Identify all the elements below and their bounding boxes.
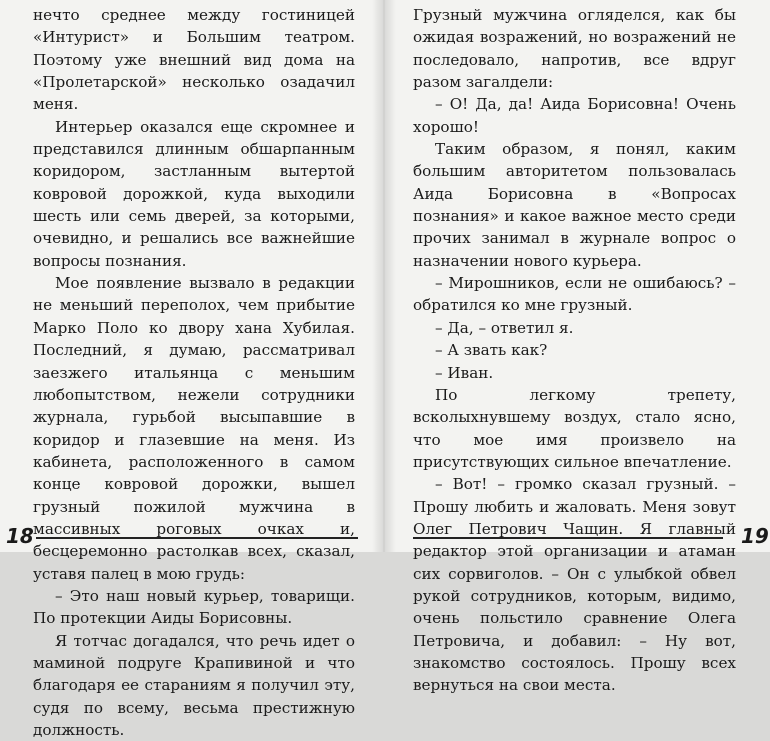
footer-rule bbox=[36, 537, 358, 539]
footer-rule bbox=[413, 537, 723, 539]
paragraph: – Мирошников, если не ошибаюсь? – обратился ко мне грузный. bbox=[413, 274, 736, 315]
paragraph: нечто среднее между гостиницей «Интурист» и Большим театром. Поэтому уже внешний вид дома на «Пролетарской» несколько озадачил меня. bbox=[33, 6, 355, 114]
paragraph: Мое появление вызвало в редакции не меньший переполох, чем прибытие Марко Поло ко двору хана Хубилая. Последний, я думаю, рассматривал заезжего итальянца с меньшим любопытством, нежели сотрудники журнала, гурьбой высыпавшие в коридор и глазевшие на меня. Из кабинета, расположенного в самом конце ковровой дорожки, вышел грузный пожилой мужчина в массивных роговых очках и, бесцеремонно растолкав всех, сказал, уставя палец в мою грудь: bbox=[33, 274, 355, 583]
right-page-text bbox=[413, 4, 736, 697]
paragraph: – Это наш новый курьер, товарищи. По протекции Аиды Борисовны. bbox=[33, 586, 355, 628]
paragraph: Грузный мужчина огляделся, как бы ожидая возражений, но возражений не последовало, напротив, все вдруг разом загалдели: bbox=[413, 6, 736, 92]
left-page bbox=[0, 0, 383, 739]
paragraph: По легкому трепету, всколыхнувшему воздух, стало ясно, что мое имя произвело на присутствующих сильное впечатление. bbox=[413, 385, 736, 471]
left-page-text bbox=[33, 4, 355, 741]
page-number: 18 bbox=[6, 524, 34, 548]
paragraph: Таким образом, я понял, каким большим авторитетом пользовалась Аида Борисовна в «Вопросах познания» и какое важное место среди прочих занимал в журнале вопрос о назначении нового курьера. bbox=[413, 140, 736, 270]
paragraph: – Да, – ответил я. bbox=[435, 318, 574, 337]
page-number: 19 bbox=[741, 524, 769, 548]
paragraph: Я тотчас догадался, что речь идет о маминой подруге Крапивиной и что благодаря ее стараниям я получил эту, судя по всему, весьма престижную должность. bbox=[33, 631, 355, 739]
paragraph: – Иван. bbox=[435, 363, 494, 382]
paragraph: – Вот! – громко сказал грузный. – Прошу любить и жаловать. Меня зовут Олег Петрович Чащин. Я главный редактор этой организации и атаман сих сорвиголов. – Он с улыбкой обвел рукой сотрудников, которым, видимо, очень польстило сравнение Олега Петровича, и добавил: – Ну вот, знакомство состоялось. Прошу всех вернуться на свои места. bbox=[413, 475, 736, 695]
right-page bbox=[383, 0, 770, 695]
paragraph: – А звать как? bbox=[435, 341, 548, 360]
book-gutter bbox=[372, 0, 396, 552]
paragraph: – О! Да, да! Аида Борисовна! Очень хорошо! bbox=[413, 95, 736, 136]
paragraph: Интерьер оказался еще скромнее и представился длинным обшарпанным коридором, застланным вытертой ковровой дорожкой, куда выходили шесть или семь дверей, за которыми, очевидно, и решались все важнейшие вопросы познания. bbox=[33, 117, 355, 270]
